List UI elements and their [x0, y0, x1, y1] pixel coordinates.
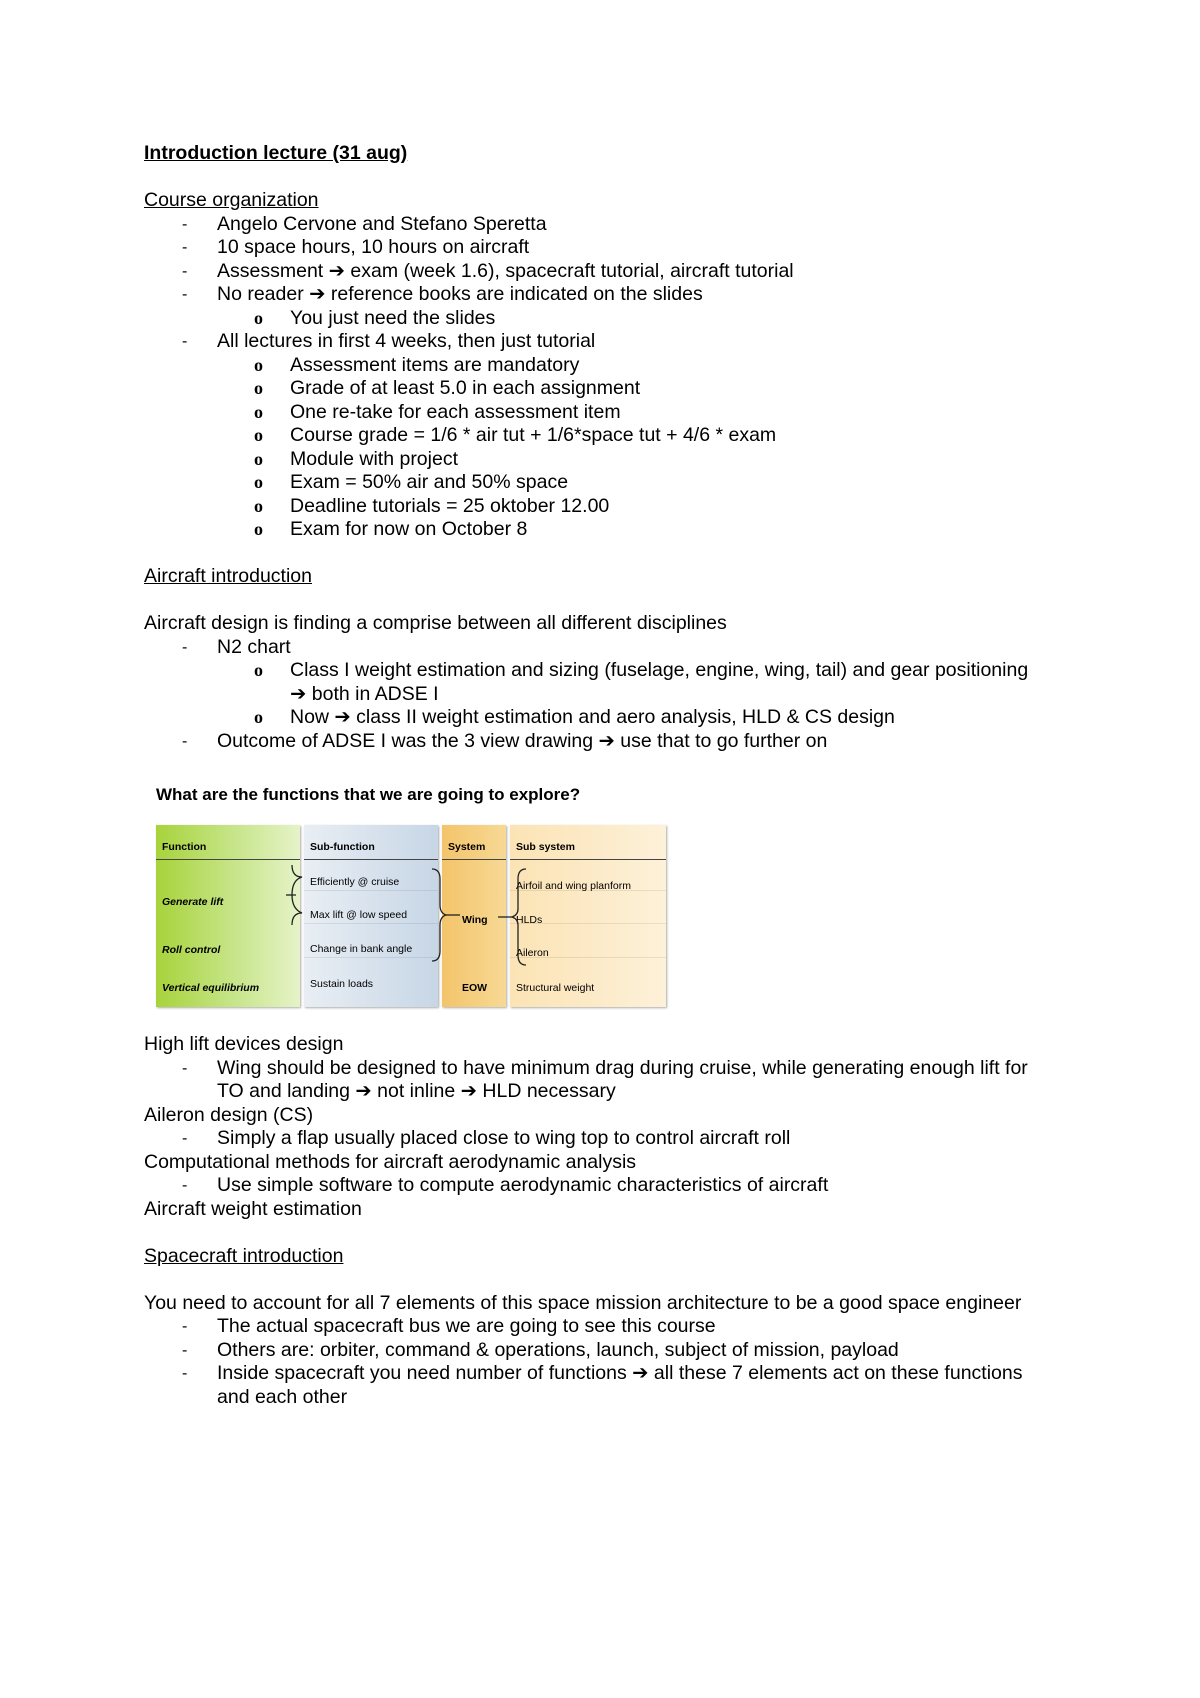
spacecraft-list [144, 1315, 1074, 1409]
section-heading-spacecraft-introduction: Spacecraft introduction [144, 1244, 344, 1267]
list-item [144, 1057, 1074, 1104]
list-item-line: Wing should be designed to have minimum drag during cruise, while generating enough lift for [217, 1056, 1028, 1079]
sub-list-item: o Exam = 50% air and 50% space [144, 471, 1074, 495]
list-item-line: Inside spacecraft you need number of functions ➔ all these 7 elements act on these functions [217, 1362, 1023, 1384]
column-header: Sub system [516, 841, 575, 853]
list-item [144, 1362, 1074, 1409]
sub-list-item: o One re-take for each assessment item [144, 401, 1074, 425]
document-page [144, 142, 1074, 1409]
list-item: - N2 chart [144, 636, 1074, 660]
sub-list-item-line: Class I weight estimation and sizing (fuselage, engine, wing, tail) and gear positioning [290, 659, 1029, 681]
list-item: - Simply a flap usually placed close to wing top to control aircraft roll [144, 1127, 1074, 1151]
brace-connectors [156, 825, 666, 1007]
functions-figure [156, 783, 696, 1023]
computational-heading: Computational methods for aircraft aerodynamic analysis [144, 1150, 637, 1173]
course-organization-list [144, 213, 1074, 542]
figure-title: What are the functions that we are going to explore? [156, 785, 581, 804]
computational-list [144, 1174, 1074, 1198]
functions-table [156, 825, 666, 1007]
sub-list-item: o Assessment items are mandatory [144, 354, 1074, 378]
column-header: Function [162, 841, 207, 853]
aircraft-intro-list [144, 636, 1074, 754]
sub-list-item: o Grade of at least 5.0 in each assignment [144, 377, 1074, 401]
aileron-list [144, 1127, 1074, 1151]
subsystem-cell: Aileron [516, 947, 549, 959]
sub-list-item-line: ➔ both in ADSE I [290, 682, 439, 705]
spacecraft-intro-text: You need to account for all 7 elements of this space mission architecture to be a good space engineer [144, 1291, 1022, 1314]
list-item-line: and each other [217, 1385, 348, 1408]
section-heading-aircraft-introduction: Aircraft introduction [144, 565, 312, 587]
aileron-heading: Aileron design (CS) [144, 1103, 314, 1126]
subsystem-cell: Structural weight [516, 982, 595, 994]
list-item: - Angelo Cervone and Stefano Speretta [144, 213, 1074, 237]
list-item: - 10 space hours, 10 hours on aircraft [144, 236, 1074, 260]
system-cell: Wing [462, 914, 488, 926]
hld-heading: High lift devices design [144, 1033, 344, 1055]
page-title: Introduction lecture (31 aug) [144, 142, 408, 164]
sub-list-item: o Course grade = 1/6 * air tut + 1/6*space tut + 4/6 * exam [144, 424, 1074, 448]
list-item: - The actual spacecraft bus we are going to see this course [144, 1315, 1074, 1339]
list-item: - Others are: orbiter, command & operations, launch, subject of mission, payload [144, 1339, 1074, 1363]
function-cell: Roll control [162, 944, 221, 956]
list-item: - Use simple software to compute aerodynamic characteristics of aircraft [144, 1174, 1074, 1198]
sub-list-item [144, 659, 1074, 706]
list-item: - No reader ➔ reference books are indicated on the slides [144, 283, 1074, 307]
weight-heading: Aircraft weight estimation [144, 1197, 362, 1220]
sub-list-item: o Deadline tutorials = 25 oktober 12.00 [144, 495, 1074, 519]
sub-list-item: o Now ➔ class II weight estimation and aero analysis, HLD & CS design [144, 706, 1074, 730]
function-cell: Vertical equilibrium [162, 982, 260, 994]
sub-list-item: o You just need the slides [144, 307, 1074, 331]
subsystem-cell: HLDs [516, 914, 543, 926]
subsystem-cell: Airfoil and wing planform [516, 880, 631, 892]
sub-list-item: o Exam for now on October 8 [144, 518, 1074, 542]
column-header: System [448, 841, 486, 853]
subfunction-cell: Sustain loads [310, 978, 374, 990]
system-cell: EOW [462, 982, 488, 994]
sub-list-item: o Module with project [144, 448, 1074, 472]
list-item: - Outcome of ADSE I was the 3 view drawing ➔ use that to go further on [144, 730, 1074, 754]
subfunction-cell: Change in bank angle [310, 943, 413, 955]
aircraft-intro-text: Aircraft design is finding a comprise between all different disciplines [144, 612, 727, 634]
section-heading-course-organization: Course organization [144, 189, 319, 211]
list-item: - All lectures in first 4 weeks, then just tutorial [144, 330, 1074, 354]
subfunction-cell: Max lift @ low speed [310, 909, 408, 921]
list-item-line: TO and landing ➔ not inline ➔ HLD necessary [217, 1080, 616, 1102]
list-item: - Assessment ➔ exam (week 1.6), spacecraft tutorial, aircraft tutorial [144, 260, 1074, 284]
subfunction-cell: Efficiently @ cruise [310, 876, 400, 888]
function-cell: Generate lift [162, 896, 224, 908]
hld-list [144, 1057, 1074, 1104]
column-header: Sub-function [310, 841, 375, 853]
